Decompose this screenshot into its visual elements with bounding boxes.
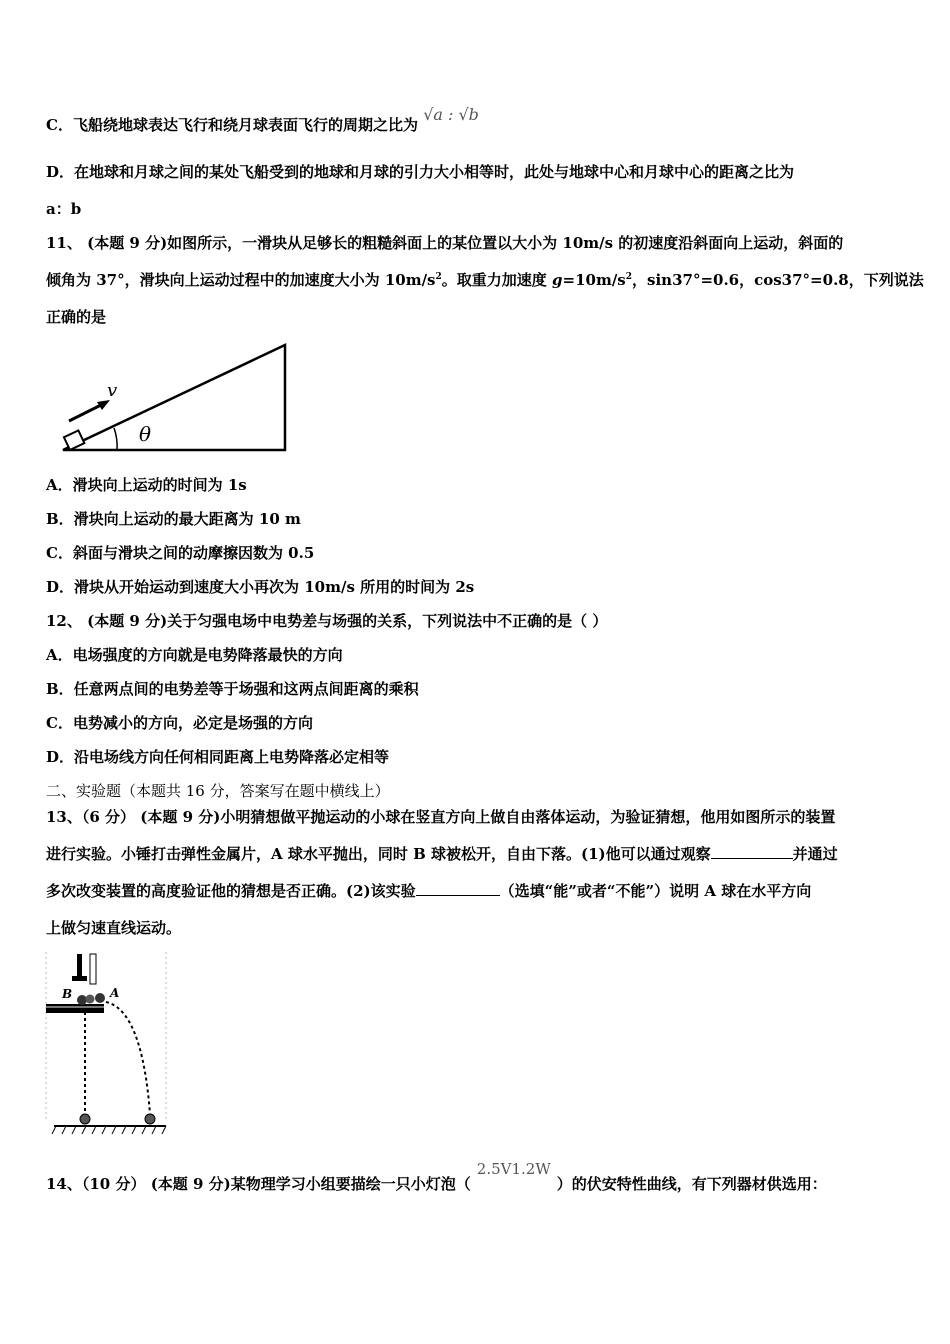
hammer-head — [72, 976, 87, 981]
q12-option-c: C．电势减小的方向，必定是场强的方向 — [46, 714, 313, 732]
q13-stem-line2: 进行实验。小锤打击弹性金属片，A 球水平抛出，同时 B 球被松开，自由下落。(1)他可以通过观察 并通过 — [46, 845, 838, 863]
incline-triangle — [63, 345, 285, 450]
velocity-arrow — [69, 404, 103, 421]
q12-option-b: B．任意两点间的电势差等于场强和这两点间距离的乘积 — [46, 680, 419, 698]
angle-label: θ — [139, 422, 152, 446]
hammer-handle — [77, 954, 82, 978]
section-heading: 二、实验题（本题共 16 分，答案写在题中横线上） — [46, 782, 390, 800]
q11-option-c: C．斜面与滑块之间的动摩擦因数为 0.5 — [46, 544, 315, 562]
q10-option-d-cont: a：b — [46, 200, 82, 218]
label-b: B — [62, 987, 73, 1001]
q13-stem-line3: 多次改变装置的高度验证他的猜想是否正确。(2)该实验 （选填“能”或者“不能”）说明 A 球在水平方向 — [46, 882, 812, 900]
q13-blank-1[interactable] — [711, 844, 793, 859]
velocity-label: v — [107, 380, 118, 401]
q14-spec: 2.5V1.2W — [476, 1160, 551, 1178]
q11-option-a: A．滑块向上运动的时间为 1s — [46, 476, 247, 494]
q10-option-c: C．飞船绕地球表达飞行和绕月球表面飞行的周期之比为 √a : √b — [46, 105, 479, 134]
q12-stem: 12、 (本题 9 分)关于匀强电场中电势差与场强的关系，下列说法中不正确的是（ ） — [46, 612, 608, 630]
incline-figure — [55, 338, 295, 458]
q13-stem-line4: 上做匀速直线运动。 — [46, 919, 182, 937]
q10-formula: √a : √b — [423, 105, 479, 124]
q11-stem-line3: 正确的是 — [46, 308, 107, 326]
label-a: A — [110, 986, 120, 1000]
q13-blank-2[interactable] — [416, 881, 500, 896]
q13-stem-line1: 13、（6 分） (本题 9 分)小明猜想做平抛运动的小球在竖直方向上做自由落体运动，为验证猜想，他用如图所示的装置 — [46, 808, 836, 826]
q11-stem-line1: 11、 (本题 9 分)如图所示，一滑块从足够长的粗糙斜面上的某位置以大小为 10m/s 的初速度沿斜面向上运动，斜面的 — [46, 234, 844, 252]
q11-option-b: B．滑块向上运动的最大距离为 10 m — [46, 510, 301, 528]
ball-a — [95, 993, 105, 1003]
arrow-head-icon — [97, 400, 110, 410]
apparatus-figure — [44, 948, 174, 1138]
q12-option-d: D．沿电场线方向任何相同距离上电势降落必定相等 — [46, 748, 390, 766]
platform — [46, 1004, 104, 1013]
angle-arc — [114, 428, 117, 450]
q11-option-d: D．滑块从开始运动到速度大小再次为 10m/s 所用的时间为 2s — [46, 578, 475, 596]
q11-stem-line2: 倾角为 37°，滑块向上运动过程中的加速度大小为 $10m/s^2$。取重力加速度 $g=10m/s^2$，sin37°=0.6，cos37°=0.8，下列说法 — [46, 271, 924, 289]
ball-a-path — [106, 1002, 150, 1114]
q12-option-a: A．电场强度的方向就是电势降落最快的方向 — [46, 646, 343, 664]
q10-option-d: D．在地球和月球之间的某处飞船受到的地球和月球的引力大小相等时，此处与地球中心和月球中心的距离之比为 — [46, 163, 795, 181]
ball-b — [77, 995, 87, 1005]
q14-stem: 14、（10 分） (本题 9 分)某物理学习小组要描绘一只小灯泡（2.5V1.2W）的伏安特性曲线，有下列器材供选用： — [46, 1160, 827, 1193]
